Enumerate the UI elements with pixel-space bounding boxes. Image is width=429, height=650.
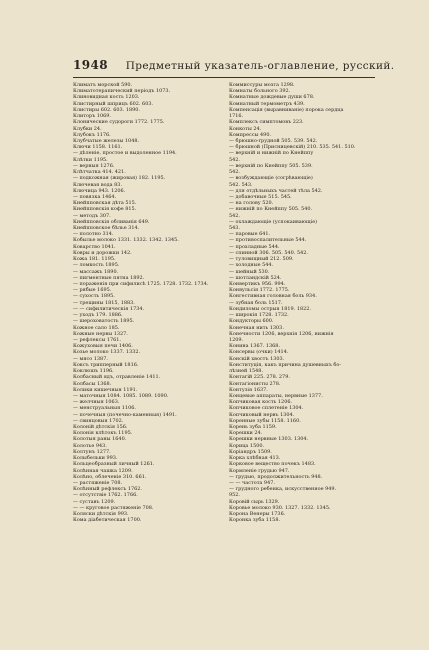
index-entry: 542. 543.	[229, 181, 253, 188]
index-entry: Клубки 24.	[73, 125, 102, 132]
index-entry: 1209.	[229, 336, 244, 343]
index-entry: Ковры и дорожки 142.	[73, 249, 132, 256]
index-entry: Колбасы 1368.	[73, 380, 112, 387]
index-entry: Козье молоко 1337. 1332.	[73, 349, 141, 356]
index-entry: — — круговое растяженіе 708.	[73, 504, 154, 511]
index-entry: — рябые 1695.	[73, 287, 112, 294]
index-entry: — пигментные пятна 1892.	[73, 274, 145, 281]
index-entry: Кожные нервы 1327.	[73, 330, 128, 337]
index-entry: Колбасный ядъ, отравленіе 1411.	[73, 374, 161, 381]
page-number: 1948	[73, 58, 108, 72]
index-entry: 542.	[229, 212, 240, 219]
index-entry: Климатъ морской 590.	[73, 82, 133, 88]
index-entry: Клиновидная кость 1203.	[73, 94, 140, 101]
index-entry: Копчиковое сплетеніе 1304.	[229, 405, 304, 412]
index-entry: Колотье 943.	[73, 442, 107, 449]
index-entry: Конскій хвостъ 1303.	[229, 355, 285, 362]
index-entry: — добавочные 515. 545.	[229, 193, 292, 200]
index-entry: Клистирный шприцъ 602. 603.	[73, 100, 154, 107]
index-entry: Конституція, какъ причина душевныхъ бо-	[229, 361, 342, 368]
index-entry: — брюшно-грудной 505. 539. 542.	[229, 137, 318, 144]
index-entry: — возбуждающіе (согрѣвающіе)	[229, 175, 313, 182]
index-entry: — охлаждающіе (успокаивающіе)	[229, 218, 318, 225]
index-entry: Кожа 181. 1195.	[73, 256, 116, 263]
index-entry: — верныя 1276.	[73, 162, 115, 169]
index-entry: Коклюшъ 1196.	[73, 368, 114, 375]
index-entry: 542.	[229, 169, 240, 176]
index-entry: Кормленіе грудью 947.	[229, 467, 290, 474]
index-entry: — повязка 1464.	[73, 193, 117, 200]
index-entry: — шотландскій 524.	[229, 274, 282, 281]
index-entry: Кондукторы 600.	[229, 318, 274, 325]
index-column-left	[73, 82, 223, 524]
index-entry: Контузія 1637.	[229, 386, 268, 393]
index-entry: Ключи 1158. 1161.	[73, 144, 123, 151]
index-entry: Кнейпповскія кофе 815.	[73, 206, 137, 213]
index-entry: Корешки 24.	[229, 430, 263, 437]
index-entry: — суставъ 1209.	[73, 498, 116, 505]
index-entry: Колоній дѣтскія 156.	[73, 424, 128, 431]
index-entry: Копчиковый нервъ 1304.	[229, 411, 295, 418]
index-entry: Клѣтки 1195.	[73, 156, 108, 163]
index-entry: Контагіонисты 278.	[229, 380, 281, 387]
index-entry: — паровые 641.	[229, 231, 271, 238]
index-entry: Комнатные дождевые души 678.	[229, 94, 315, 101]
index-entry: лѣзней 1548.	[229, 368, 264, 375]
index-entry: Коммиссуры мозга 1298.	[229, 82, 295, 88]
index-entry: — мясо 1387.	[73, 355, 108, 362]
index-entry: Колыбельки 993.	[73, 455, 118, 462]
index-entry: Кома діабетическая 1700.	[73, 517, 142, 524]
index-entry: Консервы (очки) 1414.	[229, 349, 289, 356]
index-entry: Корона Венеры 1736.	[229, 511, 286, 518]
index-entry: Кнейпповское бѣлье 314.	[73, 225, 140, 232]
index-entry: — желчныя 1063.	[73, 399, 120, 406]
index-entry: — свинцовыя 1702.	[73, 417, 124, 424]
index-entry: Коровье молоко 930. 1327. 1332. 1345.	[229, 504, 331, 511]
index-entry: — широкія 1728. 1732.	[229, 312, 289, 319]
index-entry: — массажъ 1890.	[73, 268, 119, 275]
index-entry: Конгестивная головная боль 934.	[229, 293, 317, 300]
index-entry: — прохладные 544.	[229, 243, 280, 250]
index-entry: Контагій 225. 278. 279.	[229, 374, 290, 381]
index-entry: Кнейпповскія обливанія 649.	[73, 218, 150, 225]
index-entry: Колѣнный рефлексъ 1762.	[73, 486, 142, 493]
index-entry: — растяженіе 708.	[73, 480, 123, 486]
index-entry: — отсутствіе 1762. 1766.	[73, 492, 138, 499]
index-entry: Клубчатые железы 1048.	[73, 137, 140, 144]
index-entry: — маточныя 1084. 1085. 1089. 1090.	[73, 392, 169, 399]
index-entry: — шероховатость 1895.	[73, 318, 135, 325]
index-entry: — грудного ребенка, искусственное 949.	[229, 486, 337, 493]
index-entry: Комнаты больного 392.	[229, 88, 291, 95]
index-entry: Коренные зубы 1158. 1160.	[229, 417, 301, 424]
index-entry: Колѣнная чашка 1209.	[73, 467, 133, 474]
index-entry: Копчиковая кость 1206.	[229, 399, 293, 406]
index-entry: — брюшной (Присницевскій) 210. 535. 541. 510.	[229, 144, 356, 151]
index-entry: — трещины 1815, 1883.	[73, 299, 135, 306]
index-entry: Компрессы 490.	[229, 131, 272, 138]
index-entry: — верхній и нижній по Кнейппу	[229, 150, 314, 157]
index-entry: — — частота 947.	[229, 480, 275, 486]
index-entry: — уходъ 179. 1886.	[73, 312, 123, 319]
index-entry: Кольцеобразный личный 1261.	[73, 461, 155, 468]
index-entry: — рефлексы 1761.	[73, 336, 121, 343]
index-entry: Корешки нервные 1303. 1304.	[229, 436, 309, 443]
index-entry: Ключица 943. 1206.	[73, 187, 126, 194]
index-entry: Клонические судороги 1772. 1775.	[73, 119, 165, 126]
index-entry: — шейный 530.	[229, 268, 270, 275]
index-entry: Кобылье молоко 1331. 1332. 1342. 1345.	[73, 237, 179, 244]
index-entry: 542.	[229, 156, 240, 163]
index-entry: Клѣтчатка 414. 421.	[73, 169, 126, 176]
index-entry: Коляски дѣтскія 993.	[73, 511, 129, 518]
index-entry: Колтунъ 1277.	[73, 448, 111, 455]
index-entry: — для отдѣльныхъ частей тѣла 542.	[229, 187, 323, 194]
index-entry: Ключевая вода 83.	[73, 181, 123, 188]
index-entry: Кондиломы острыя 1819. 1822.	[229, 305, 311, 312]
index-entry: 952.	[229, 492, 240, 499]
header-rule	[73, 77, 375, 78]
index-entry: Комплексъ симптомовъ 223.	[229, 119, 304, 126]
index-entry: Конина 1367. 1368.	[229, 343, 281, 350]
index-entry: — противоспалительные 544.	[229, 237, 307, 244]
index-entry: Кожуховыя печи 1406.	[73, 343, 133, 350]
index-entry: Колики кишечныя 1191.	[73, 386, 138, 393]
index-entry: Конечная нить 1303.	[229, 324, 284, 331]
index-entry: — верхній по Кнейппу 505. 539.	[229, 162, 313, 169]
index-entry: — подкожная (жировая) 182. 1195.	[73, 175, 166, 182]
index-entry: — спинной 306. 505. 540. 542.	[229, 249, 308, 256]
index-entry: Корень зуба 1159.	[229, 424, 277, 431]
page-title: Предметный указатель-оглавление, русский.	[125, 60, 395, 72]
index-entry: — почечныя (почечно-каменныя) 1491.	[73, 411, 177, 418]
index-entry: Колѣно, облеченіе 310. 661.	[73, 473, 147, 480]
index-entry: 543.	[229, 225, 240, 232]
index-entry: Конкоты 24.	[229, 125, 262, 132]
index-column-right	[229, 82, 379, 524]
index-entry: Концевые аппараты, нервные 1377.	[229, 392, 323, 399]
index-entry: Конечности 1206, верхнія 1206, нижнія	[229, 330, 334, 337]
index-entry: Клубокъ 1176.	[73, 131, 111, 138]
index-entry: Комнатный термометръ 439.	[229, 100, 305, 107]
index-entry: Коксъ трипперный 1816.	[73, 361, 139, 368]
index-entry: — ломкость 1895.	[73, 262, 120, 269]
index-entry: — грудью, продолжительность 948.	[229, 473, 323, 480]
index-entry: Колотыя раны 1640.	[73, 436, 127, 443]
index-entry: Коріандръ 1509.	[229, 448, 272, 455]
index-entry: Кнейпповская дѣта 515.	[73, 200, 137, 207]
index-entry: Коронка зуба 1158.	[229, 517, 281, 524]
index-entry: — менструальныя 1106.	[73, 405, 136, 412]
index-entry: — — сифилитическія 1734.	[73, 305, 145, 312]
index-entry: Климатотерапический періодъ 1073.	[73, 88, 171, 95]
index-entry: Компенсація (выравниваніе) порока сердца	[229, 106, 344, 113]
index-entry: — зубная боль 1517.	[229, 299, 283, 306]
index-entry: Корица 1500.	[229, 442, 265, 449]
index-entry: 1716.	[229, 113, 244, 120]
index-entry: — туловищный 212. 509.	[229, 256, 294, 263]
index-entry: — на голову 520.	[229, 200, 274, 207]
index-entry: Конвульсія 1772. 1775.	[229, 287, 290, 294]
index-entry: Корка хлѣбная 413.	[229, 455, 281, 462]
index-entry: — дѣленіе, простое и выдоленное 1194.	[73, 150, 177, 157]
index-entry: Коровій сырь 1329.	[229, 498, 280, 505]
index-entry: — пораженія при сифилисѣ 1725. 1728. 1732. 1734.	[73, 281, 209, 287]
index-entry: Корковое вещество почекъ 1483.	[229, 461, 316, 468]
index-entry: Клиторъ 1069.	[73, 113, 111, 120]
index-entry: — холодные 544.	[229, 262, 274, 269]
page-header	[73, 58, 395, 72]
index-entry: — методъ 307.	[73, 212, 111, 219]
index-entry: — сухость 1895.	[73, 293, 115, 300]
index-entry: Конвертикъ 956. 994.	[229, 281, 286, 287]
index-entry: Кожное сало 185.	[73, 324, 120, 331]
index-entry: Клистиры 602. 603. 1890.	[73, 106, 140, 113]
index-entry: — полотно 314.	[73, 231, 114, 238]
index-entry: — нижній по Кнейппу 505. 540.	[229, 206, 313, 213]
index-entry: Колонія клѣтокъ 1195.	[73, 430, 133, 437]
index-entry: Коварство 1041.	[73, 243, 116, 250]
